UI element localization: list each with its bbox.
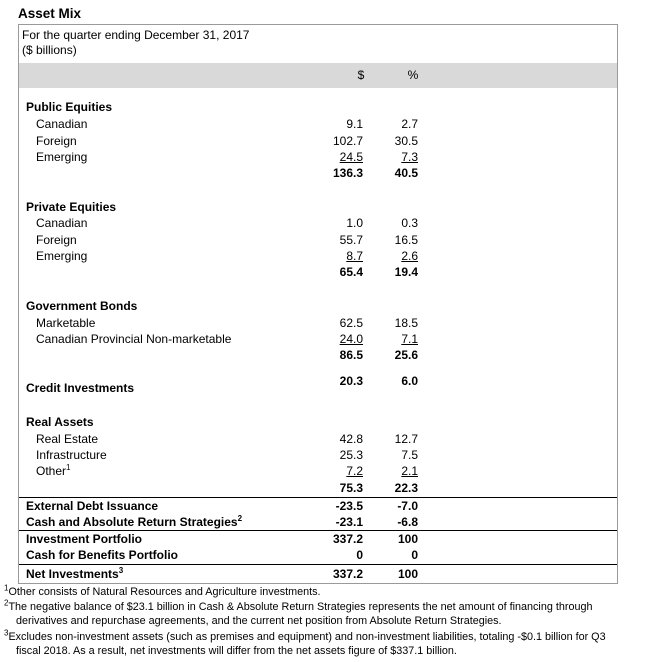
divider-line bbox=[19, 497, 617, 498]
row-label: Real Assets bbox=[26, 415, 94, 429]
footnote-text: Excludes non-investment assets (such as premises and equipment) and non-investment liabilities, totaling -$0.1 billion for Q3 bbox=[8, 631, 606, 643]
percent-total: 25.6 bbox=[394, 348, 418, 362]
dollar-total: 75.3 bbox=[339, 481, 363, 495]
row-label: Cash for Benefits Portfolio bbox=[26, 548, 179, 562]
footnote-text: Other consists of Natural Resources and Agriculture investments. bbox=[8, 586, 321, 598]
dollar-total: 136.3 bbox=[332, 166, 363, 180]
table-row bbox=[0, 464, 650, 480]
percent-total: 6.0 bbox=[401, 374, 418, 388]
footnote-marker: 3 bbox=[118, 566, 124, 575]
table-row-investment-portfolio bbox=[0, 532, 650, 548]
footnote-text-continued: derivatives and repurchase agreements, and the current net position from Absolute Return Strategies. bbox=[16, 615, 502, 627]
percent-value: 7.3 bbox=[401, 150, 418, 164]
table-row bbox=[0, 448, 650, 464]
dollar-value: 7.2 bbox=[346, 464, 363, 478]
row-label: Foreign bbox=[36, 233, 77, 247]
section-heading-real-assets bbox=[0, 415, 650, 431]
divider-line bbox=[19, 564, 617, 565]
footnote-text: The negative balance of $23.1 billion in Cash & Absolute Return Strategies represents the net amount of financing through bbox=[8, 601, 593, 613]
percent-total: 40.5 bbox=[394, 166, 418, 180]
column-header-percent: % bbox=[407, 68, 419, 82]
footnote-marker: 2 bbox=[4, 598, 9, 608]
table-row-net-investments bbox=[0, 567, 650, 583]
row-label: Emerging bbox=[36, 249, 88, 263]
dollar-value: 62.5 bbox=[339, 316, 363, 330]
table-row bbox=[0, 233, 650, 249]
dollar-value: -23.5 bbox=[335, 499, 363, 513]
percent-value: 18.5 bbox=[394, 316, 418, 330]
footnote-text-continued: fiscal 2018. As a result, net investments will differ from the net assets figure of $337.1 billion. bbox=[16, 645, 457, 657]
percent-value: 2.7 bbox=[401, 117, 418, 131]
table-row bbox=[0, 117, 650, 133]
percent-value: 12.7 bbox=[394, 432, 418, 446]
subtitle-period: For the quarter ending December 31, 2017 bbox=[22, 28, 250, 42]
percent-value: 7.5 bbox=[401, 448, 418, 462]
row-label: Infrastructure bbox=[36, 448, 107, 462]
subtotal-row-real-assets bbox=[0, 481, 650, 497]
percent-value: 7.1 bbox=[401, 332, 418, 346]
footnote-3 bbox=[4, 630, 644, 658]
divider-line bbox=[19, 530, 617, 531]
section-heading-private-equities bbox=[0, 200, 650, 216]
row-label bbox=[26, 567, 123, 581]
table-row bbox=[0, 432, 650, 448]
dollar-value: 337.2 bbox=[332, 567, 363, 581]
dollar-value: 102.7 bbox=[332, 134, 363, 148]
footnote-marker: 2 bbox=[237, 514, 243, 523]
footnote-1 bbox=[4, 585, 644, 599]
column-header-dollars: $ bbox=[357, 68, 365, 82]
table-row bbox=[0, 134, 650, 150]
dollar-value: 337.2 bbox=[332, 532, 363, 546]
row-label: Foreign bbox=[36, 134, 77, 148]
percent-value: 16.5 bbox=[394, 233, 418, 247]
table-row bbox=[0, 249, 650, 265]
section-heading-government-bonds bbox=[0, 299, 650, 315]
row-label: Canadian Provincial Non-marketable bbox=[36, 332, 232, 346]
dollar-value: 1.0 bbox=[346, 216, 363, 230]
percent-value: 0.3 bbox=[401, 216, 418, 230]
percent-value: 30.5 bbox=[394, 134, 418, 148]
subtitle-units: ($ billions) bbox=[22, 43, 77, 57]
row-label-text: Cash and Absolute Return Strategies bbox=[26, 515, 238, 529]
dollar-value: 9.1 bbox=[346, 117, 363, 131]
subtotal-row-private-equities bbox=[0, 265, 650, 281]
row-label: Credit Investments bbox=[26, 381, 135, 395]
table-row bbox=[0, 150, 650, 166]
row-label-text: Other bbox=[36, 464, 67, 478]
section-heading-public-equities bbox=[0, 100, 650, 116]
percent-value: 100 bbox=[397, 532, 418, 546]
column-header-band bbox=[19, 63, 617, 88]
row-label: Canadian bbox=[36, 216, 88, 230]
row-label: Canadian bbox=[36, 117, 88, 131]
dollar-value: 55.7 bbox=[339, 233, 363, 247]
row-label: External Debt Issuance bbox=[26, 499, 159, 513]
table-row-cash-absolute-return bbox=[0, 515, 650, 531]
row-label: Investment Portfolio bbox=[26, 532, 143, 546]
dollar-value: 24.0 bbox=[339, 332, 363, 346]
row-label: Public Equities bbox=[26, 100, 113, 114]
table-row bbox=[0, 316, 650, 332]
dollar-value: 25.3 bbox=[339, 448, 363, 462]
row-label bbox=[36, 464, 70, 478]
dollar-total: 20.3 bbox=[339, 374, 363, 388]
row-label bbox=[26, 515, 242, 529]
footnote-2 bbox=[4, 600, 644, 628]
percent-value: 2.1 bbox=[401, 464, 418, 478]
table-title: Asset Mix bbox=[18, 6, 82, 21]
percent-value: -7.0 bbox=[397, 499, 418, 513]
dollar-value: 42.8 bbox=[339, 432, 363, 446]
dollar-value: 0 bbox=[356, 548, 363, 562]
footnote-marker: 1 bbox=[4, 583, 9, 593]
table-row-cash-for-benefits bbox=[0, 548, 650, 564]
row-label: Private Equities bbox=[26, 200, 117, 214]
section-heading-credit-investments bbox=[0, 381, 650, 397]
row-label: Real Estate bbox=[36, 432, 99, 446]
dollar-total: 86.5 bbox=[339, 348, 363, 362]
row-label: Government Bonds bbox=[26, 299, 138, 313]
percent-value: 0 bbox=[411, 548, 418, 562]
dollar-value: 8.7 bbox=[346, 249, 363, 263]
row-label: Emerging bbox=[36, 150, 88, 164]
row-label: Marketable bbox=[36, 316, 96, 330]
percent-value: -6.8 bbox=[397, 515, 418, 529]
dollar-total: 65.4 bbox=[339, 265, 363, 279]
dollar-value: -23.1 bbox=[335, 515, 363, 529]
footnote-marker: 1 bbox=[66, 463, 71, 472]
percent-value: 100 bbox=[397, 567, 418, 581]
percent-total: 22.3 bbox=[394, 481, 418, 495]
percent-value: 2.6 bbox=[401, 249, 418, 263]
dollar-value: 24.5 bbox=[339, 150, 363, 164]
row-label-text: Net Investments bbox=[26, 567, 119, 581]
footnote-marker: 3 bbox=[4, 628, 9, 638]
table-row-external-debt bbox=[0, 499, 650, 515]
table-row bbox=[0, 332, 650, 348]
table-row bbox=[0, 216, 650, 232]
subtotal-row-government-bonds bbox=[0, 348, 650, 364]
subtotal-row-public-equities bbox=[0, 166, 650, 182]
percent-total: 19.4 bbox=[394, 265, 418, 279]
